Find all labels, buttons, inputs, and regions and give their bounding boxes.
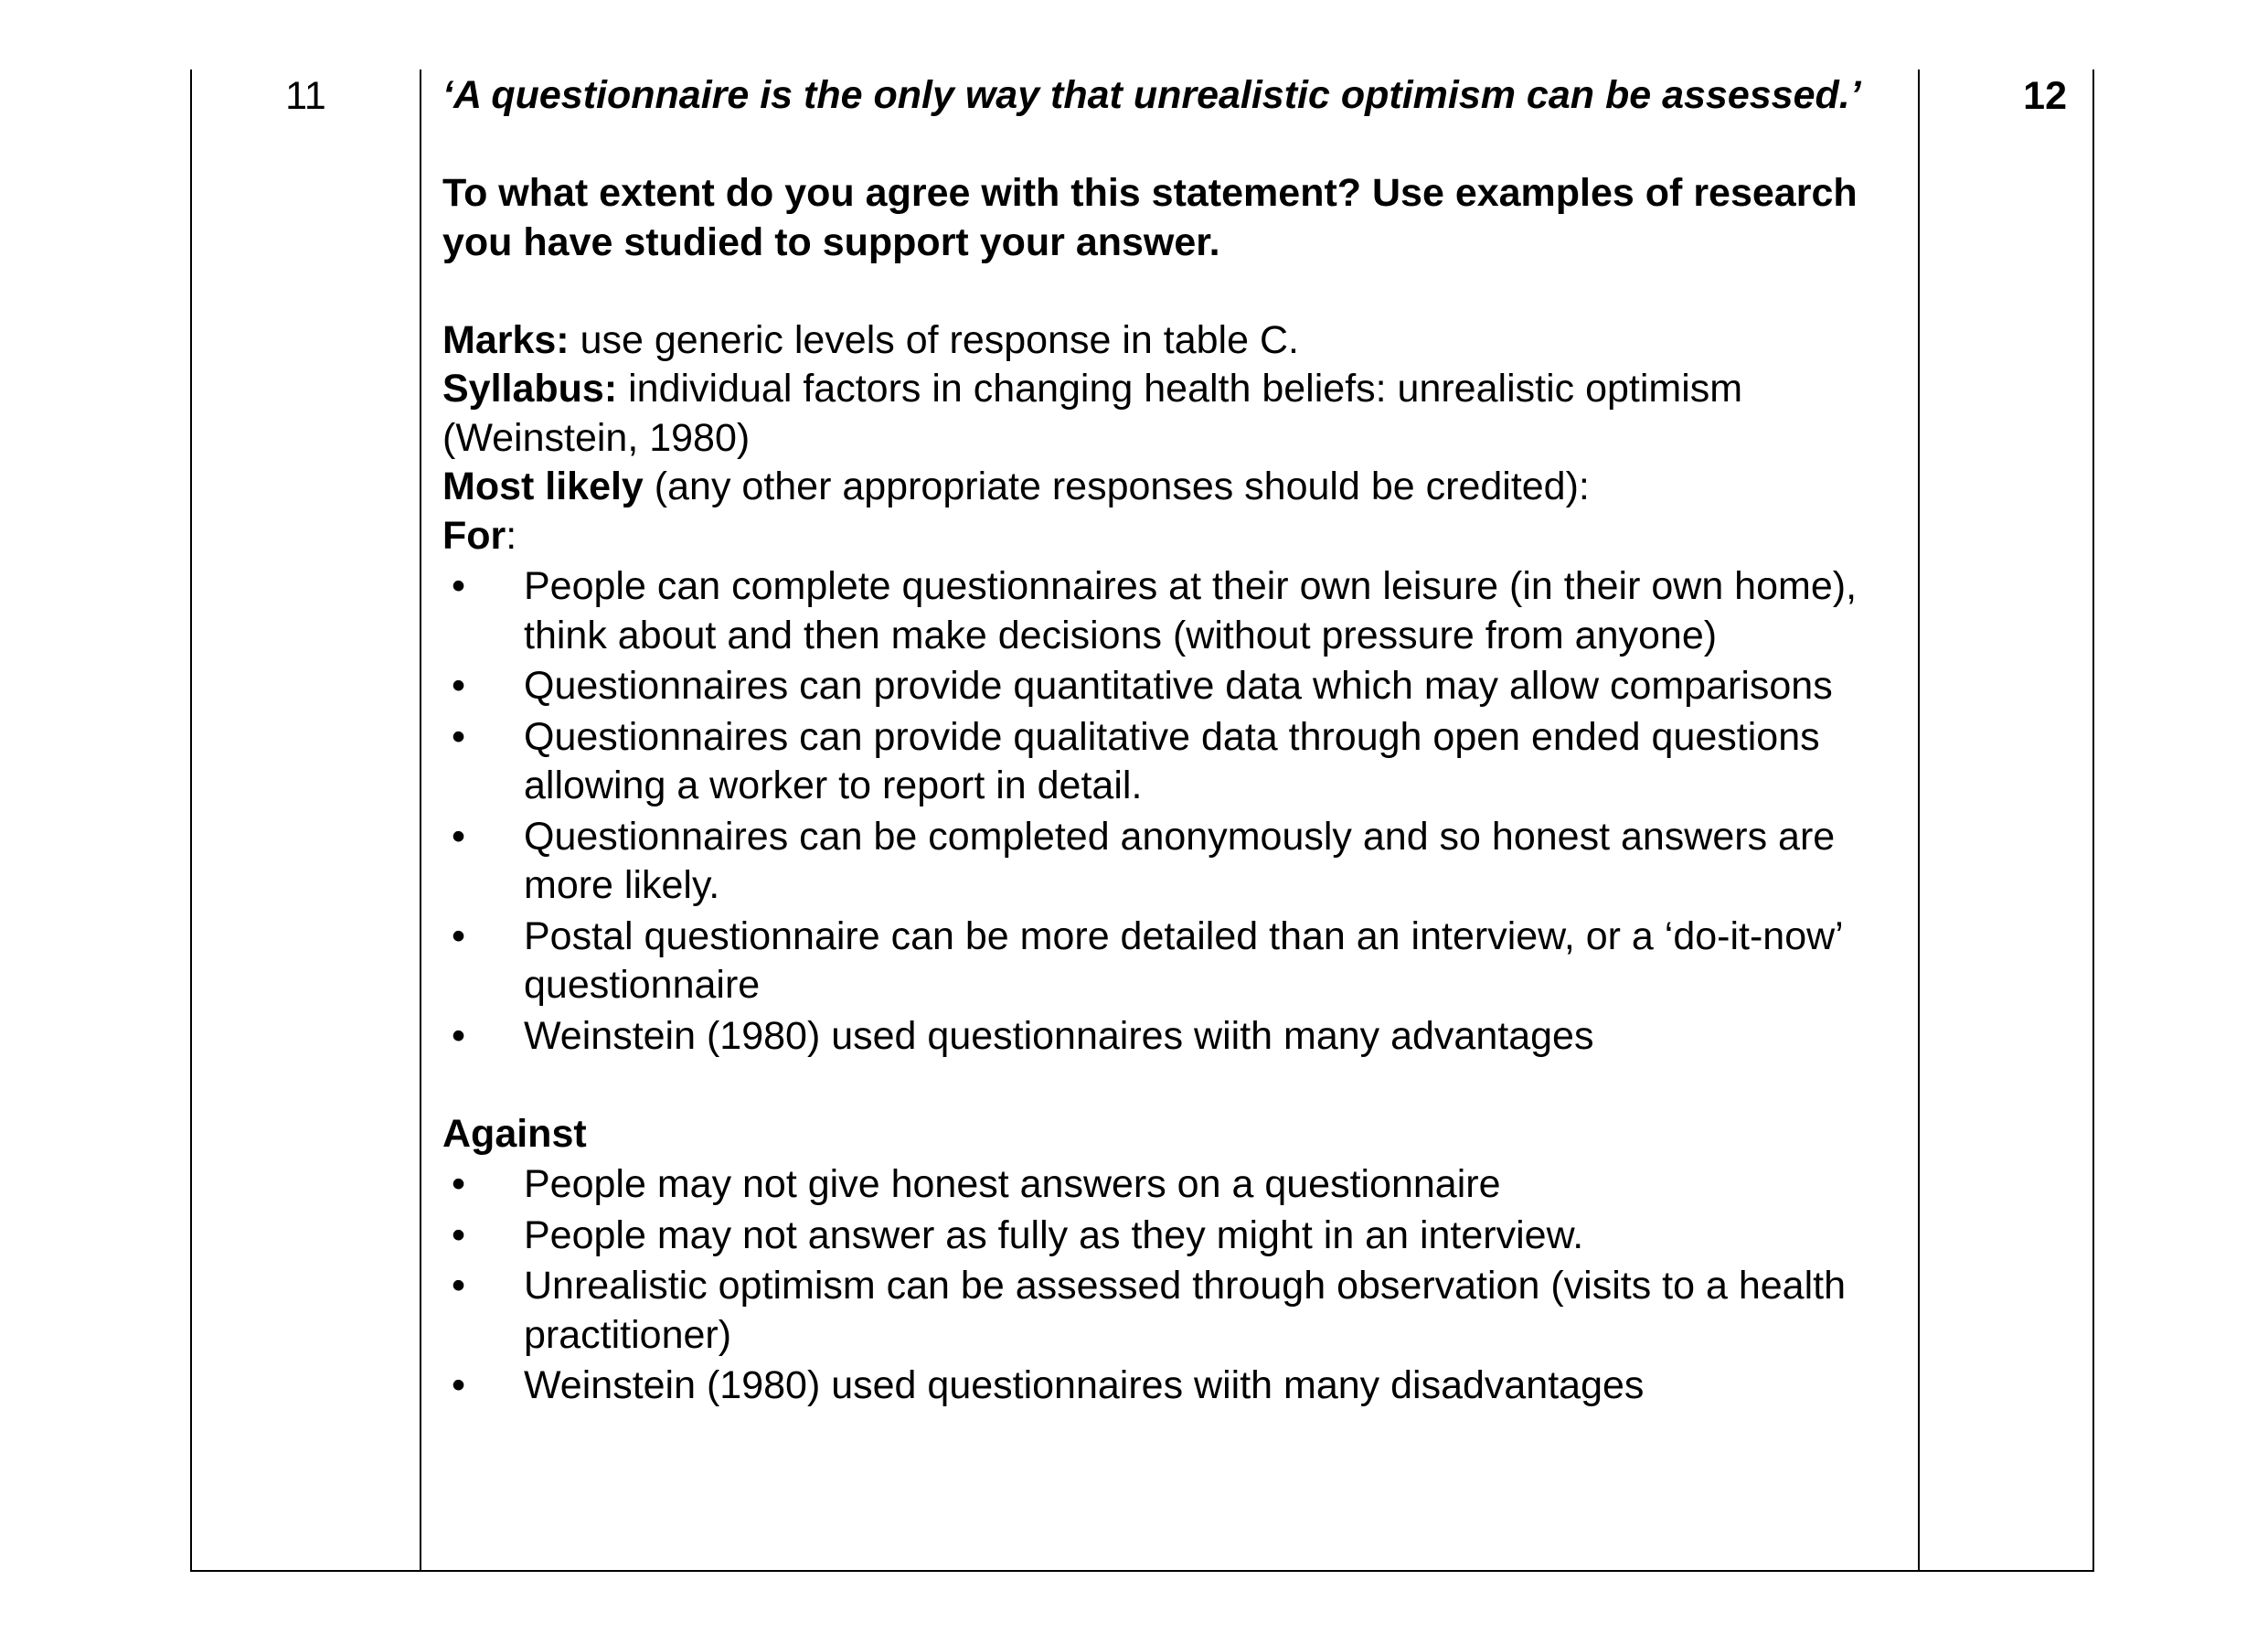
marks-label: Marks: <box>442 317 570 362</box>
most-likely-label: Most likely <box>442 465 644 508</box>
for-colon: : <box>506 513 517 558</box>
syllabus-line <box>442 365 1905 463</box>
column-divider <box>420 69 421 1570</box>
list-item <box>442 1212 1905 1261</box>
list-item-text: Weinstein (1980) used questionnaires wiith many disadvantages <box>524 1363 1645 1407</box>
marks-line <box>442 316 1905 366</box>
bullet-icon: • <box>452 664 466 708</box>
list-item-text: People may not answer as fully as they might in an interview. <box>524 1212 1584 1257</box>
mark-scheme-table <box>190 69 2094 1572</box>
question-number: 11 <box>285 74 326 118</box>
list-item-text: Questionnaires can provide quantitative data which may allow comparisons <box>524 664 1833 708</box>
question-statement: ‘A questionnaire is the only way that unrealistic optimism can be assessed.’ <box>442 73 1861 117</box>
list-item <box>442 1160 1905 1210</box>
list-item-text: Postal questionnaire can be more detailed than an interview, or a ‘do-it-now’ questionnaire <box>524 913 1843 1007</box>
syllabus-text: individual factors in changing health beliefs: unrealistic optimism (Weinstein, 1980) <box>442 367 1743 460</box>
list-item <box>442 562 1905 660</box>
bullet-icon: • <box>452 1162 466 1206</box>
for-list <box>442 562 1905 1061</box>
list-item-text: Weinstein (1980) used questionnaires wiith many advantages <box>524 1013 1594 1058</box>
list-item <box>442 1362 1905 1411</box>
list-item <box>442 713 1905 811</box>
bullet-icon: • <box>452 913 466 958</box>
bullet-icon: • <box>452 1212 466 1257</box>
list-item <box>442 1012 1905 1062</box>
list-item-text: People can complete questionnaires at their own leisure (in their own home), think about and then make decisions (without pressure from anyone) <box>524 564 1858 657</box>
bullet-icon: • <box>452 1264 466 1308</box>
bullet-icon: • <box>452 1363 466 1407</box>
list-item-text: People may not give honest answers on a questionnaire <box>524 1162 1501 1206</box>
list-item-text: Unrealistic optimism can be assessed through observation (visits to a health practitioner) <box>524 1264 1846 1357</box>
most-likely-line <box>442 463 1905 512</box>
bullet-icon: • <box>452 714 466 759</box>
against-heading: Against <box>442 1111 587 1156</box>
against-list <box>442 1160 1905 1411</box>
list-item <box>442 813 1905 911</box>
for-label: For <box>442 513 506 558</box>
syllabus-label: Syllabus: <box>442 367 618 411</box>
most-likely-text: (any other appropriate responses should be credited): <box>643 465 1590 508</box>
list-item-text: Questionnaires can be completed anonymously and so honest answers are more likely. <box>524 814 1836 907</box>
question-prompt: To what extent do you agree with this statement? Use examples of research you have studied to support your answer. <box>442 171 1858 264</box>
for-heading <box>442 512 1905 561</box>
bullet-icon: • <box>452 1013 466 1058</box>
list-item <box>442 662 1905 711</box>
bullet-icon: • <box>452 564 466 608</box>
list-item <box>442 913 1905 1010</box>
marks-text: use generic levels of response in table C. <box>569 317 1299 362</box>
column-divider <box>1918 69 1920 1570</box>
answer-guidance-cell <box>442 69 1905 1411</box>
bullet-icon: • <box>452 814 466 859</box>
marks-value: 12 <box>2023 74 2067 118</box>
list-item-text: Questionnaires can provide qualitative data through open ended questions allowing a worker to report in detail. <box>524 714 1820 807</box>
list-item <box>442 1262 1905 1360</box>
